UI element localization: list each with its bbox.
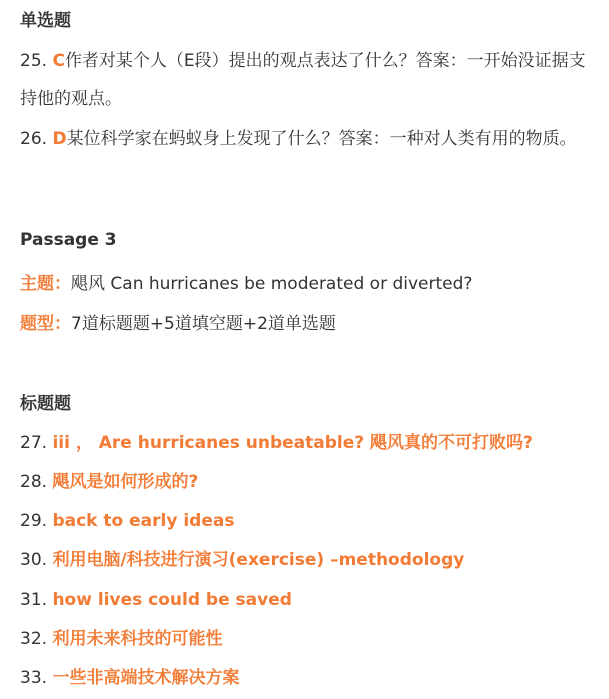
heading-item-27 — [20, 424, 600, 462]
question-number: 33. — [20, 668, 48, 688]
answer-letter: D — [52, 129, 67, 149]
topic-label: 主题： — [20, 274, 71, 294]
section-heading-single-choice: 单选题 — [20, 11, 71, 31]
answer-text: 一些非高端技术解决方案 — [52, 668, 240, 688]
question-item-26 — [20, 120, 600, 158]
question-number: 31. — [20, 590, 48, 610]
heading-item-31 — [20, 581, 600, 619]
question-item-25 — [20, 42, 600, 118]
answer-letter: C — [52, 51, 65, 71]
passage-topic — [20, 265, 600, 303]
question-text: 作者对某个人（E段）提出的观点表达了什么？答案：一开始没证据支持他的观点。 — [20, 51, 586, 109]
answer-text: how lives could be saved — [52, 590, 292, 610]
answer-text: 利用电脑/科技进行演习(exercise) –methodology — [52, 550, 465, 570]
heading-item-33 — [20, 659, 600, 697]
question-number: 32. — [20, 629, 48, 649]
heading-item-29 — [20, 502, 600, 540]
answer-text: iii ， Are hurricanes unbeatable? 飓风真的不可打败吗? — [52, 433, 533, 453]
question-number: 26. — [20, 129, 48, 149]
answer-text: 飓风是如何形成的? — [52, 472, 199, 492]
type-value: 7道标题题+5道填空题+2道单选题 — [71, 314, 336, 334]
type-label: 题型： — [20, 314, 71, 334]
topic-value: 飓风 Can hurricanes be moderated or diverted? — [71, 274, 473, 294]
heading-item-30 — [20, 541, 600, 579]
question-number: 29. — [20, 511, 48, 531]
answer-text: 利用未来科技的可能性 — [52, 629, 223, 649]
passage-question-types — [20, 305, 600, 343]
section-heading-titles: 标题题 — [20, 394, 71, 414]
question-text: 某位科学家在蚂蚁身上发现了什么？答案：一种对人类有用的物质。 — [66, 129, 577, 149]
question-number: 28. — [20, 472, 48, 492]
heading-item-28 — [20, 463, 600, 501]
answer-text: back to early ideas — [52, 511, 235, 531]
question-number: 30. — [20, 550, 48, 570]
question-number: 27. — [20, 433, 48, 453]
heading-item-32 — [20, 620, 600, 658]
question-number: 25. — [20, 51, 48, 71]
passage-title: Passage 3 — [20, 230, 117, 250]
